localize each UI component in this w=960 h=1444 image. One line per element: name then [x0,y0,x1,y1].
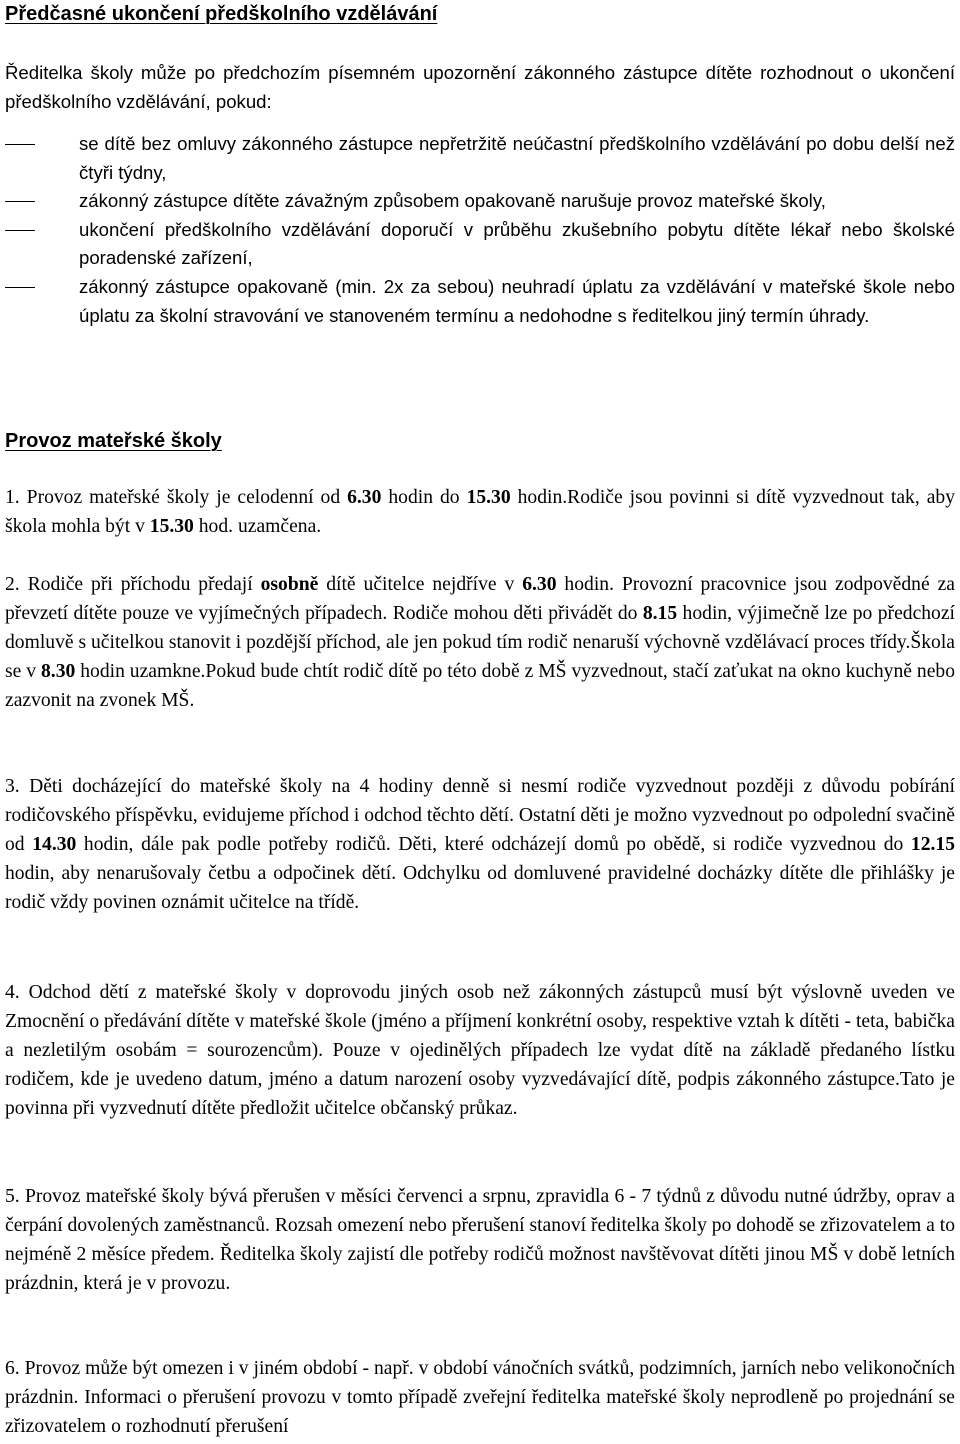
list-item: zákonný zástupce opakovaně (min. 2x za sebou) neuhradí úplatu za vzdělávání v mateřské škole nebo úplatu za školní stravování ve stanoveném termínu a nedohodne s ředitelkou jiný termín úhrady. [5,273,955,330]
paragraph-5: 5. Provoz mateřské školy bývá přerušen v měsíci červenci a srpnu, zpravidla 6 - 7 týdnů z důvodu nutné údržby, oprav a čerpání dovolených zaměstnanců. Rozsah omezení nebo přerušení stanoví ředitelka školy po dohodě se zřizovatelem a to nejméně 2 měsíce předem. Ředitelka školy zajistí dle potřeby rodičů možnost navštěvovat dítěti jinou MŠ v době letních prázdnin, která je v provozu. [5,1186,955,1294]
paragraph-6: 6. Provoz může být omezen i v jiném období - např. v období vánočních svátků, podzimních, jarních nebo velikonočních prázdnin. Informaci o přerušení provozu v tomto případě zveřejní ředitelka mateřské školy neprodleně po projednání se zřizovatelem o rozhodnutí přerušení [5,1358,955,1437]
paragraph-3: 3. Děti docházející do mateřské školy na 4 hodiny denně si nesmí rodiče vyzvednout později z důvodu pobírání rodičovského příspěvku, evidujeme příchod i odchod těchto dětí. Ostatní děti je možno vyzvednout po odpolední svačině od 14.30 hodin, dále pak podle potřeby rodičů. Děti, které odcházejí domů po obědě, si rodiče vyzvednou do 12.15 hodin, aby nenarušovaly četbu a odpočinek dětí. Odchylku od domluvené pravidelné docházky dítěte dle přihlášky je rodič vždy povinen oznámit učitelce na třídě. [5,776,955,913]
intro-paragraph: Ředitelka školy může po předchozím písemném upozornění zákonného zástupce dítěte rozhodnout o ukončení předškolního vzdělávání, pokud: [5,62,955,112]
paragraph-1: 1. Provoz mateřské školy je celodenní od 6.30 hodin do 15.30 hodin.Rodiče jsou povinni si dítě vyzvednout tak, aby škola mohla být v 15.30 hod. uzamčena. [5,487,956,537]
list-item: se dítě bez omluvy zákonného zástupce nepřetržitě neúčastní předškolního vzdělávání po dobu delší než čtyři týdny, [5,130,955,187]
dash-bullet-icon [5,144,35,145]
paragraph-2: 2. Rodiče při příchodu předají osobně dítě učitelce nejdříve v 6.30 hodin. Provozní pracovnice jsou zodpovědné za převzetí dítěte pouze ve vyjímečných případech. Rodiče mohou děti přivádět do 8.15 hodin, výjimečně lze po předchozí domluvě s učitelkou stanovit i pozdější příchod, ale jen pokud tím rodič nenaruší výchovně vzdělávací proces třídy.Škola se v 8.30 hodin uzamkne.Pokud bude chtít rodič dítě po této době z MŠ vyzvednout, stačí zaťukat na okno kuchyně nebo zazvonit na zvonek MŠ. [5,574,955,711]
dash-bullet-icon [5,201,35,202]
dash-bullet-icon [5,230,35,231]
termination-conditions-list [5,130,955,330]
section-title-operation: Provoz mateřské školy [5,430,222,452]
list-item: ukončení předškolního vzdělávání doporučí v průběhu zkušebního pobytu dítěte lékař nebo školské poradenské zařízení, [5,216,955,273]
paragraph-4: 4. Odchod dětí z mateřské školy v doprovodu jiných osob než zákonných zástupců musí být výslovně uveden ve Zmocnění o předávání dítěte v mateřské škole (jméno a příjmení konkrétní osoby, respektive vztah k dítěti - teta, babička a nezletilým osobám = sourozencům). Pouze v ojedinělých případech lze vydat dítě na základě předaného lístku rodičem, kde je uvedeno datum, jméno a datum narození osoby vyzvedávající dítě, podpis zákonného zástupce.Tato je povinna při vyzvednutí dítěte předložit učitelce občanský průkaz. [5,982,955,1119]
dash-bullet-icon [5,287,35,288]
list-item: zákonný zástupce dítěte závažným způsobem opakovaně narušuje provoz mateřské školy, [5,187,955,216]
section-title-early-termination: Předčasné ukončení předškolního vzdělávání [5,3,438,25]
